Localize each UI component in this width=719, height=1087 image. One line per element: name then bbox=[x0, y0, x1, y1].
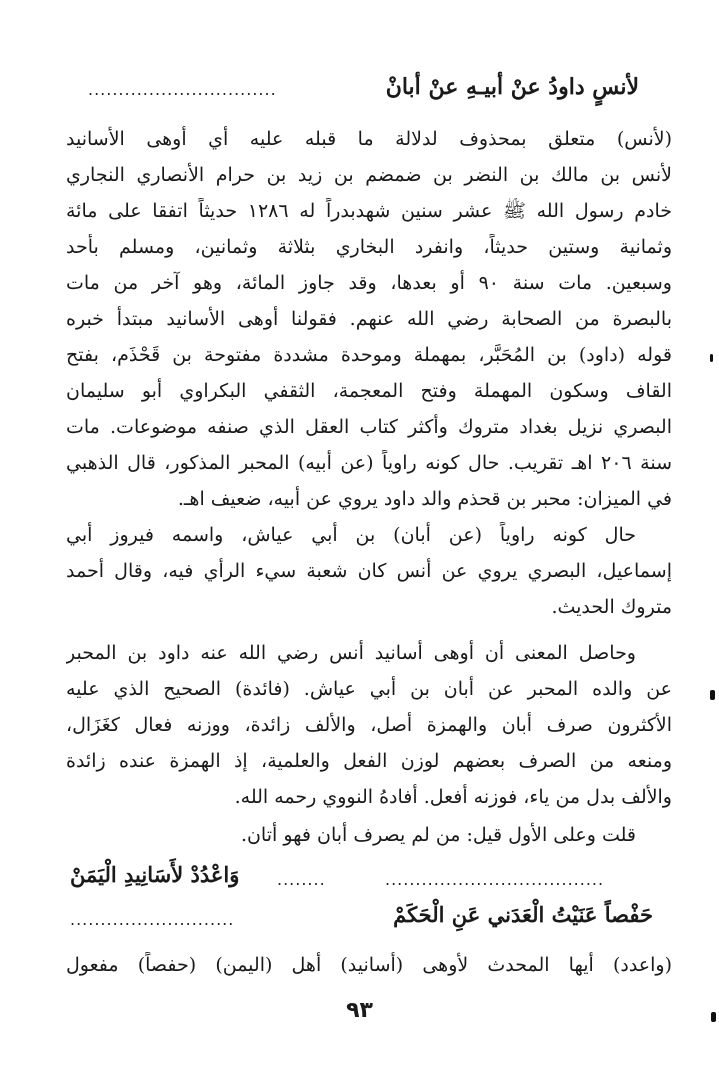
verse2-middle-dots: ........ bbox=[277, 870, 326, 889]
edge-mark bbox=[711, 1012, 716, 1022]
text-line: وسبعين. مات سنة ٩٠ أو بعدها، وقد جاوز المائة، وهو آخر من مات bbox=[66, 272, 672, 294]
page-number: ٩٣ bbox=[346, 998, 373, 1023]
edge-mark bbox=[710, 690, 715, 700]
verse2-hemistich: وَاعْدُدْ لأَسَانِيدِ الْيَمَنْ bbox=[70, 862, 240, 887]
text-line: ومنعه من الصرف بعضهم لوزن الفعل والعلمية، إذ الهمزة عنده زائدة bbox=[66, 750, 672, 772]
text-line: وثمانية وستين حديثاً، وانفرد البخاري بثلاثة وثمانين، ومسلم بأحد bbox=[66, 236, 672, 258]
header-verse-dots: ............................... bbox=[88, 80, 277, 99]
text-line: خادم رسول الله ﷺ عشر سنين شهدبدراً له ١٢٨٦ حديثاً اتفقا على مائة bbox=[66, 200, 672, 222]
text-line: عن والده المحبر عن أبان بن أبي عياش. (فائدة) الصحيح الذي عليه bbox=[66, 678, 672, 700]
text-line: سنة ٢٠٦ اهـ تقريب. حال كونه راوياً (عن أبيه) المحبر المذكور، قال الذهبي bbox=[66, 452, 672, 474]
text-line: البصري نزيل بغداد متروك وأكثر كتاب العقل الذي صنفه موضوعات. مات bbox=[66, 416, 672, 438]
text-line: إسماعيل، البصري يروي عن أنس كان شعبة سيء الرأي فيه، وقال أحمد bbox=[66, 560, 672, 582]
text-line: والألف بدل من ياء، فوزنه أفعل. أفادهُ النووي رحمه الله. bbox=[234, 786, 672, 808]
text-line: وحاصل المعنى أن أوهى أسانيد أنس رضي الله عنه داود بن المحبر bbox=[66, 642, 636, 664]
text-line: القاف وسكون المهملة وفتح المعجمة، الثقفي البكراوي أبو سليمان bbox=[66, 380, 672, 402]
text-line: بالبصرة من الصحابة رضي الله عنهم. فقولنا أوهى الأسانيد مبتدأ خبره bbox=[66, 308, 672, 330]
text-line: متروك الحديث. bbox=[551, 596, 672, 618]
verse3-dots: ........................... bbox=[70, 910, 235, 929]
header-verse: لأنسٍ داودُ عنْ أبيـهِ عنْ أبانْ bbox=[385, 74, 639, 100]
text-line: لأنس بن مالك بن النضر بن ضمضم بن زيد بن حرام الأنصاري النجاري bbox=[66, 164, 672, 186]
paragraph-note: قلت وعلى الأول قيل: من لم يصرف أبان فهو أتان. bbox=[240, 824, 636, 846]
verse2-right-dots: .................................... bbox=[385, 870, 605, 889]
paragraph-yemen: (واعدد) أيها المحدث لأوهى (أسانيد) أهل (اليمن) (حفصاً) مفعول bbox=[66, 954, 672, 976]
text-line: (لأنس) متعلق بمحذوف لدلالة ما قبله عليه أي أوهى الأسانيد bbox=[66, 128, 672, 150]
text-line: الأكثرون صرف أبان والهمزة أصل، والألف زائدة، ووزنه فعال كغَزَال، bbox=[66, 714, 672, 736]
edge-mark bbox=[710, 354, 713, 362]
text-line: قوله (داود) بن المُحَبَّر، بمهملة وموحدة مشددة مفتوحة بن قَحْذَم، بفتح bbox=[66, 344, 672, 366]
text-line: في الميزان: محبر بن قحذم والد داود يروي عن أبيه، ضعيف اهـ. bbox=[177, 488, 672, 510]
verse3-hemistich: حَفْصاً عَنَيْتُ الْعَدَني عَنِ الْحَكَمْ bbox=[393, 902, 653, 927]
text-line: حال كونه راوياً (عن أبان) بن أبي عياش، واسمه فيروز أبي bbox=[66, 524, 636, 546]
